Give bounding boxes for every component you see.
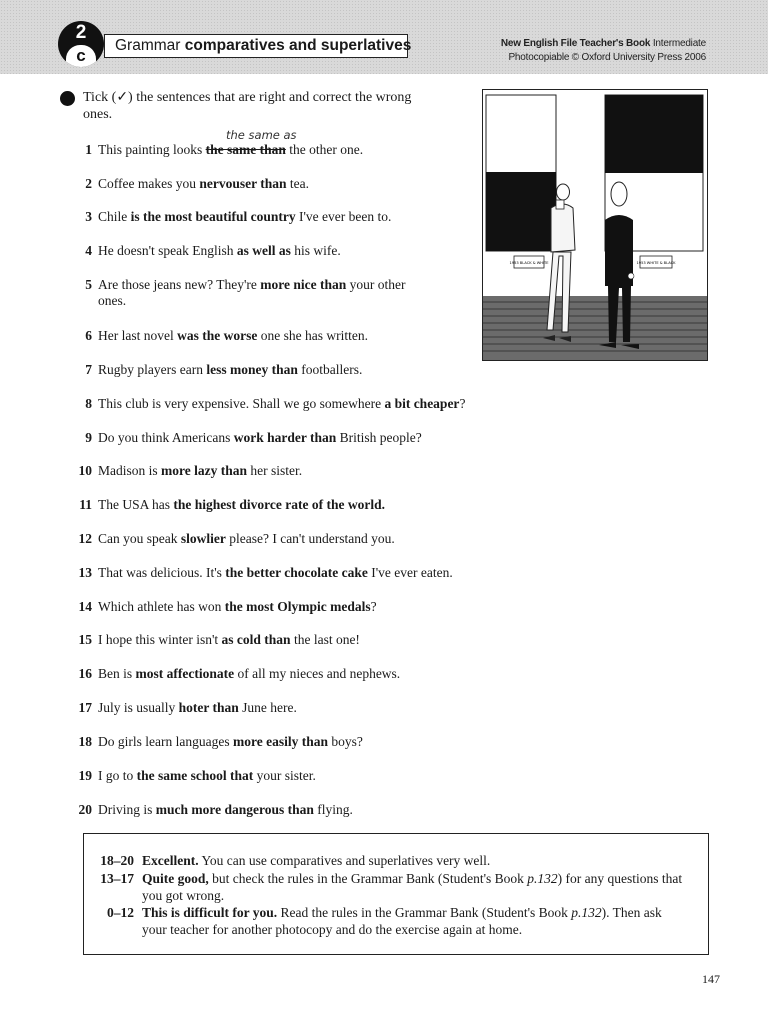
item-text: one she has written. xyxy=(257,328,368,343)
item-text: please? I can't understand you. xyxy=(225,531,395,546)
score-feedback xyxy=(142,904,687,938)
sentence-item xyxy=(70,430,590,446)
item-text: Her last novel xyxy=(98,328,178,343)
item-text: Madison is xyxy=(98,463,162,478)
gallery-illustration xyxy=(482,89,708,361)
worksheet-title xyxy=(104,34,412,58)
publisher-book: New English File Teacher's Book xyxy=(500,38,651,49)
score-feedback xyxy=(142,852,687,869)
item-text: Chile xyxy=(98,209,131,224)
unit-number: 2 xyxy=(75,22,87,43)
item-text: The USA has xyxy=(98,497,174,512)
page-number: 147 xyxy=(702,972,720,986)
page-reference: p.132 xyxy=(571,905,602,920)
item-text: her sister. xyxy=(247,463,303,478)
item-text: your sister. xyxy=(253,768,316,783)
item-number: 1 xyxy=(85,142,92,157)
item-number: 17 xyxy=(78,700,92,715)
item-number: 11 xyxy=(79,497,92,512)
publisher-info xyxy=(501,37,706,65)
item-text: the other one. xyxy=(285,142,364,157)
unit-letter: c xyxy=(66,45,96,67)
score-text: but check the rules in the Grammar Bank (Student's Book xyxy=(208,871,528,886)
item-text: ? xyxy=(370,599,377,614)
sentence-item xyxy=(70,666,590,682)
item-text: This club is very expensive. Shall we go somewhere xyxy=(98,396,385,411)
item-text: flying. xyxy=(313,802,353,817)
item-text: Ben is xyxy=(98,666,136,681)
sentence-item xyxy=(70,632,590,648)
item-phrase: was the worse xyxy=(177,328,258,343)
sentence-item xyxy=(70,176,470,192)
item-number: 9 xyxy=(85,430,92,445)
score-verdict: Excellent. xyxy=(142,853,199,868)
handwritten-correction: the same as xyxy=(226,128,297,142)
score-text: Read the rules in the Grammar Bank (Student's Book xyxy=(277,905,572,920)
item-phrase: the most Olympic medals xyxy=(224,599,371,614)
item-text: Which athlete has won xyxy=(98,599,225,614)
item-number: 6 xyxy=(85,328,92,343)
item-number: 5 xyxy=(85,277,92,292)
item-text: the last one! xyxy=(290,632,360,647)
left-label: 1953 BLACK & WHITE xyxy=(509,261,549,265)
item-text: I hope this winter isn't xyxy=(98,632,222,647)
item-text: footballers. xyxy=(297,362,363,377)
sentence-item xyxy=(70,531,590,547)
item-phrase: hoter than xyxy=(178,700,239,715)
item-text: Rugby players earn xyxy=(98,362,207,377)
header-band xyxy=(0,0,768,74)
item-text: I go to xyxy=(98,768,137,783)
item-text: ? xyxy=(459,396,466,411)
struck-phrase: the same than xyxy=(205,142,286,157)
item-text: July is usually xyxy=(98,700,179,715)
sentence-item xyxy=(70,802,590,818)
sentence-item xyxy=(70,497,590,513)
title-topic: comparatives and superlatives xyxy=(184,37,412,54)
score-range: 13–17 xyxy=(100,871,134,886)
item-phrase: the better chocolate cake xyxy=(225,565,368,580)
item-number: 2 xyxy=(85,176,92,191)
gallery-drawing xyxy=(483,90,707,360)
instruction-text: Tick (✓) the sentences that are right and correct the wrong ones. xyxy=(83,90,412,122)
sentence-item xyxy=(70,396,590,412)
item-phrase: as cold than xyxy=(221,632,291,647)
item-text: Can you speak xyxy=(98,531,181,546)
sentence-item xyxy=(70,209,470,225)
item-phrase: work harder than xyxy=(233,430,337,445)
publisher-level: Intermediate xyxy=(652,38,706,49)
score-text: ). Then ask your teacher for another photocopy and do the exercise again at home. xyxy=(142,905,662,937)
score-text: ) for any questions that you got wrong. xyxy=(142,871,683,903)
item-phrase: slowlier xyxy=(180,531,226,546)
title-prefix: Grammar xyxy=(115,37,181,54)
sentence-item xyxy=(70,463,590,479)
item-text: He doesn't speak English xyxy=(98,243,237,258)
item-number: 7 xyxy=(85,362,92,377)
item-text: Do you think Americans xyxy=(98,430,234,445)
item-number: 14 xyxy=(78,599,92,614)
sentence-item xyxy=(70,768,590,784)
item-text: This painting looks xyxy=(98,142,206,157)
item-text: Are those jeans new? They're xyxy=(98,277,261,292)
item-phrase: the same school that xyxy=(136,768,254,783)
sentence-item xyxy=(70,362,470,378)
item-phrase: more easily than xyxy=(232,734,328,749)
sentence-item xyxy=(70,277,470,309)
score-range: 0–12 xyxy=(107,905,134,920)
item-text: of all my nieces and nephews. xyxy=(234,666,401,681)
item-number: 18 xyxy=(78,734,92,749)
item-number: 12 xyxy=(78,531,92,546)
item-text: Driving is xyxy=(98,802,156,817)
unit-badge xyxy=(58,21,104,67)
item-text: his wife. xyxy=(290,243,341,258)
item-phrase: less money than xyxy=(206,362,298,377)
item-phrase: most affectionate xyxy=(135,666,235,681)
item-phrase: as well as xyxy=(236,243,291,258)
item-text: I've ever eaten. xyxy=(367,565,453,580)
item-text: That was delicious. It's xyxy=(98,565,226,580)
sentence-item xyxy=(70,142,470,158)
sentence-item xyxy=(70,328,470,344)
item-number: 8 xyxy=(85,396,92,411)
item-text: boys? xyxy=(327,734,363,749)
item-text: June here. xyxy=(238,700,297,715)
item-phrase: a bit cheaper xyxy=(384,396,460,411)
item-text: Do girls learn languages xyxy=(98,734,233,749)
sentence-item xyxy=(70,700,590,716)
item-number: 20 xyxy=(78,802,92,817)
item-text: tea. xyxy=(286,176,309,191)
page-reference: p.132 xyxy=(527,871,558,886)
item-text: I've ever been to. xyxy=(295,209,392,224)
score-text: You can use comparatives and superlatives very well. xyxy=(198,853,491,868)
copyright-line: Photocopiable © Oxford University Press 2006 xyxy=(508,52,706,63)
item-number: 3 xyxy=(85,209,92,224)
item-phrase: more lazy than xyxy=(161,463,248,478)
score-guide-box xyxy=(83,833,709,955)
item-phrase: much more dangerous than xyxy=(155,802,314,817)
sentence-item xyxy=(70,565,590,581)
sentence-item xyxy=(70,243,470,259)
item-text: your other xyxy=(346,277,406,292)
item-phrase: is the most beautiful country xyxy=(130,209,296,224)
score-range: 18–20 xyxy=(100,853,134,868)
item-number: 13 xyxy=(78,565,92,580)
sentence-item xyxy=(70,599,590,615)
item-number: 4 xyxy=(85,243,92,258)
item-text: British people? xyxy=(336,430,422,445)
score-verdict: This is difficult for you. xyxy=(142,905,278,920)
item-number: 15 xyxy=(78,632,92,647)
item-text: Coffee makes you xyxy=(98,176,200,191)
score-verdict: Quite good, xyxy=(142,871,209,886)
item-phrase: nervouser than xyxy=(199,176,287,191)
item-continuation: ones. xyxy=(98,293,127,308)
item-number: 19 xyxy=(78,768,92,783)
score-feedback xyxy=(142,870,687,904)
item-number: 16 xyxy=(78,666,92,681)
item-number: 10 xyxy=(78,463,92,478)
item-phrase: more nice than xyxy=(260,277,347,292)
right-label: 1953 WHITE & BLACK xyxy=(636,261,676,265)
sentence-item xyxy=(70,734,590,750)
bullet-icon xyxy=(60,91,75,106)
item-phrase: the highest divorce rate of the world. xyxy=(173,497,385,512)
